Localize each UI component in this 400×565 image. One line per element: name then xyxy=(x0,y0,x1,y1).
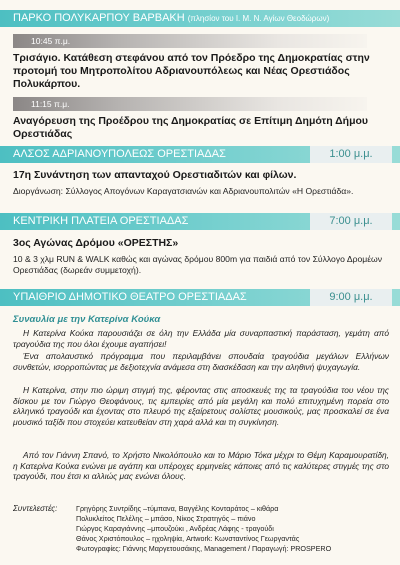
venue-time: 1:00 μ.μ. xyxy=(310,146,392,163)
credits-line: Φωτογραφίες: Γιάννης Μαργετουσάκης, Management / Παραγωγή: PROSPERO xyxy=(76,544,332,553)
venue-banner-square xyxy=(0,213,400,230)
event-meeting-organizer: Διοργάνωση: Σύλλογος Απογόνων Καραγατσιανών και Αδριανουπολιτών «Η Ορεστιάδα». xyxy=(13,186,354,196)
event-honorary-citizen: Αναγόρευση της Προέδρου της Δημοκρατίας σε Επίτιμη Δημότη Δήμου Ορεστιάδας xyxy=(13,115,369,140)
concert-paragraph-3: Η Κατερίνα, στην πιο ώριμη στιγμή της, φέροντας στις αποσκευές της τα τραγούδια του νέου της δίσκου με τον Γιώργο Θεοφάνους, τις εμπειρίες από μία μεγάλη και πολύ επιτυχημένη πορεία στο ελληνικό τραγούδι και έχοντας στο πλευρό της εξαίρετους σολίστες μουσικούς, μας προσκαλεί σε ένα μουσικό ταξίδι που στοχεύει κατευθείαν στη χαρά αλλά και τη συγκίνηση. xyxy=(13,385,389,427)
time-chip xyxy=(13,34,367,48)
credits-line: Γρηγόρης Συντρίδης –τύμπανα, Βαγγέλης Κονταράτος – κιθάρα xyxy=(76,504,279,513)
event-wreath-laying: Τρισάγιο. Κατάθεση στεφάνου από τον Πρόεδρο της Δημοκρατίας στην προτομή του Μητροπολίτου Αδριανουπόλεως και Νέας Ορεστιάδος Πολυκάρπου. xyxy=(13,52,370,90)
event-race-title: 3ος Αγώνας Δρόμου «ΟΡΕΣΤΗΣ» xyxy=(13,237,179,249)
event-time: 11:15 π.μ. xyxy=(31,99,70,109)
venue-name: ΠΑΡΚΟ ΠΟΛΥΚΑΡΠΟΥ ΒΑΡΒΑΚΗ xyxy=(13,12,185,24)
venue-banner-grove xyxy=(0,146,400,163)
credits-list xyxy=(76,504,394,554)
time-chip xyxy=(13,97,367,111)
event-time: 10:45 π.μ. xyxy=(31,36,71,46)
credits-line: Θάνος Χριστόπουλος – ηχοληψία, Artwork: Κωνσταντίνος Γεωργαντάς xyxy=(76,534,300,543)
venue-name: ΥΠΑΙΘΡΙΟ ΔΗΜΟΤΙΚΟ ΘΕΑΤΡΟ ΟΡΕΣΤΙΑΔΑΣ xyxy=(13,291,247,303)
credits-label: Συντελεστές: xyxy=(13,504,58,513)
concert-paragraph-2: Ένα απολαυστικό πρόγραμμα που περιλαμβάνει σπουδαία τραγούδια μεγάλων Ελλήνων συνθετών, ισορροπώντας με δεξιοτεχνία ανάμεσα στη διασκέδαση και την αληθινή ψυχαγωγία. xyxy=(13,351,389,372)
venue-banner-theatre xyxy=(0,289,400,306)
event-race-description: 10 & 3 χλμ RUN & WALK καθώς και αγώνας δρόμου 800m για παιδιά από τον Σύλλογο Δρομέων Ορεστιάδας (δωρεάν συμμετοχή). xyxy=(13,254,383,275)
venue-name: ΚΕΝΤΡΙΚΗ ΠΛΑΤΕΙΑ ΟΡΕΣΤΙΑΔΑΣ xyxy=(13,215,189,227)
venue-banner-park xyxy=(0,10,400,27)
concert-paragraph-4: Από τον Γιάννη Σπανό, το Χρήστο Νικολόπουλο και το Μάριο Τόκα μέχρι το Θέμη Καραμουρατίδη, η Κατερίνα Κούκα ενώνει με αγάπη και υπέροχες ερμηνείες κάποιες από τις καλύτερες στιγμές της στο τραγούδι, που έτσι κι αλλιώς μας ενώνει όλους. xyxy=(13,450,389,482)
credits-line: Πολυκλείτος Πελέλης – μπάσο, Νίκος Στρατηγός – πιάνο xyxy=(76,514,256,523)
concert-paragraph-1: Η Κατερίνα Κούκα παρουσιάζει σε όλη την Ελλάδα μία συναρπαστική παράσταση, γεμάτη από τραγούδια της που όλοι έχουμε αγαπήσει! xyxy=(13,328,389,349)
venue-time: 9:00 μ.μ. xyxy=(310,289,392,306)
venue-note: (πλησίον του Ι. Μ. Ν. Αγίων Θεοδώρων) xyxy=(187,14,330,23)
credits-line: Γιώργος Καραγιάννης –μπουζούκι , Ανδρέας Λάφης - τραγούδι xyxy=(76,524,274,533)
venue-name: ΑΛΣΟΣ ΑΔΡΙΑΝΟΥΠΟΛΕΩΣ ΟΡΕΣΤΙΑΔΑΣ xyxy=(13,148,226,160)
venue-time: 7:00 μ.μ. xyxy=(310,213,392,230)
concert-title: Συναυλία με την Κατερίνα Κούκα xyxy=(13,314,161,325)
event-meeting-title: 17η Συνάντηση των απανταχού Ορεστιαδιτών και φίλων. xyxy=(13,169,297,181)
